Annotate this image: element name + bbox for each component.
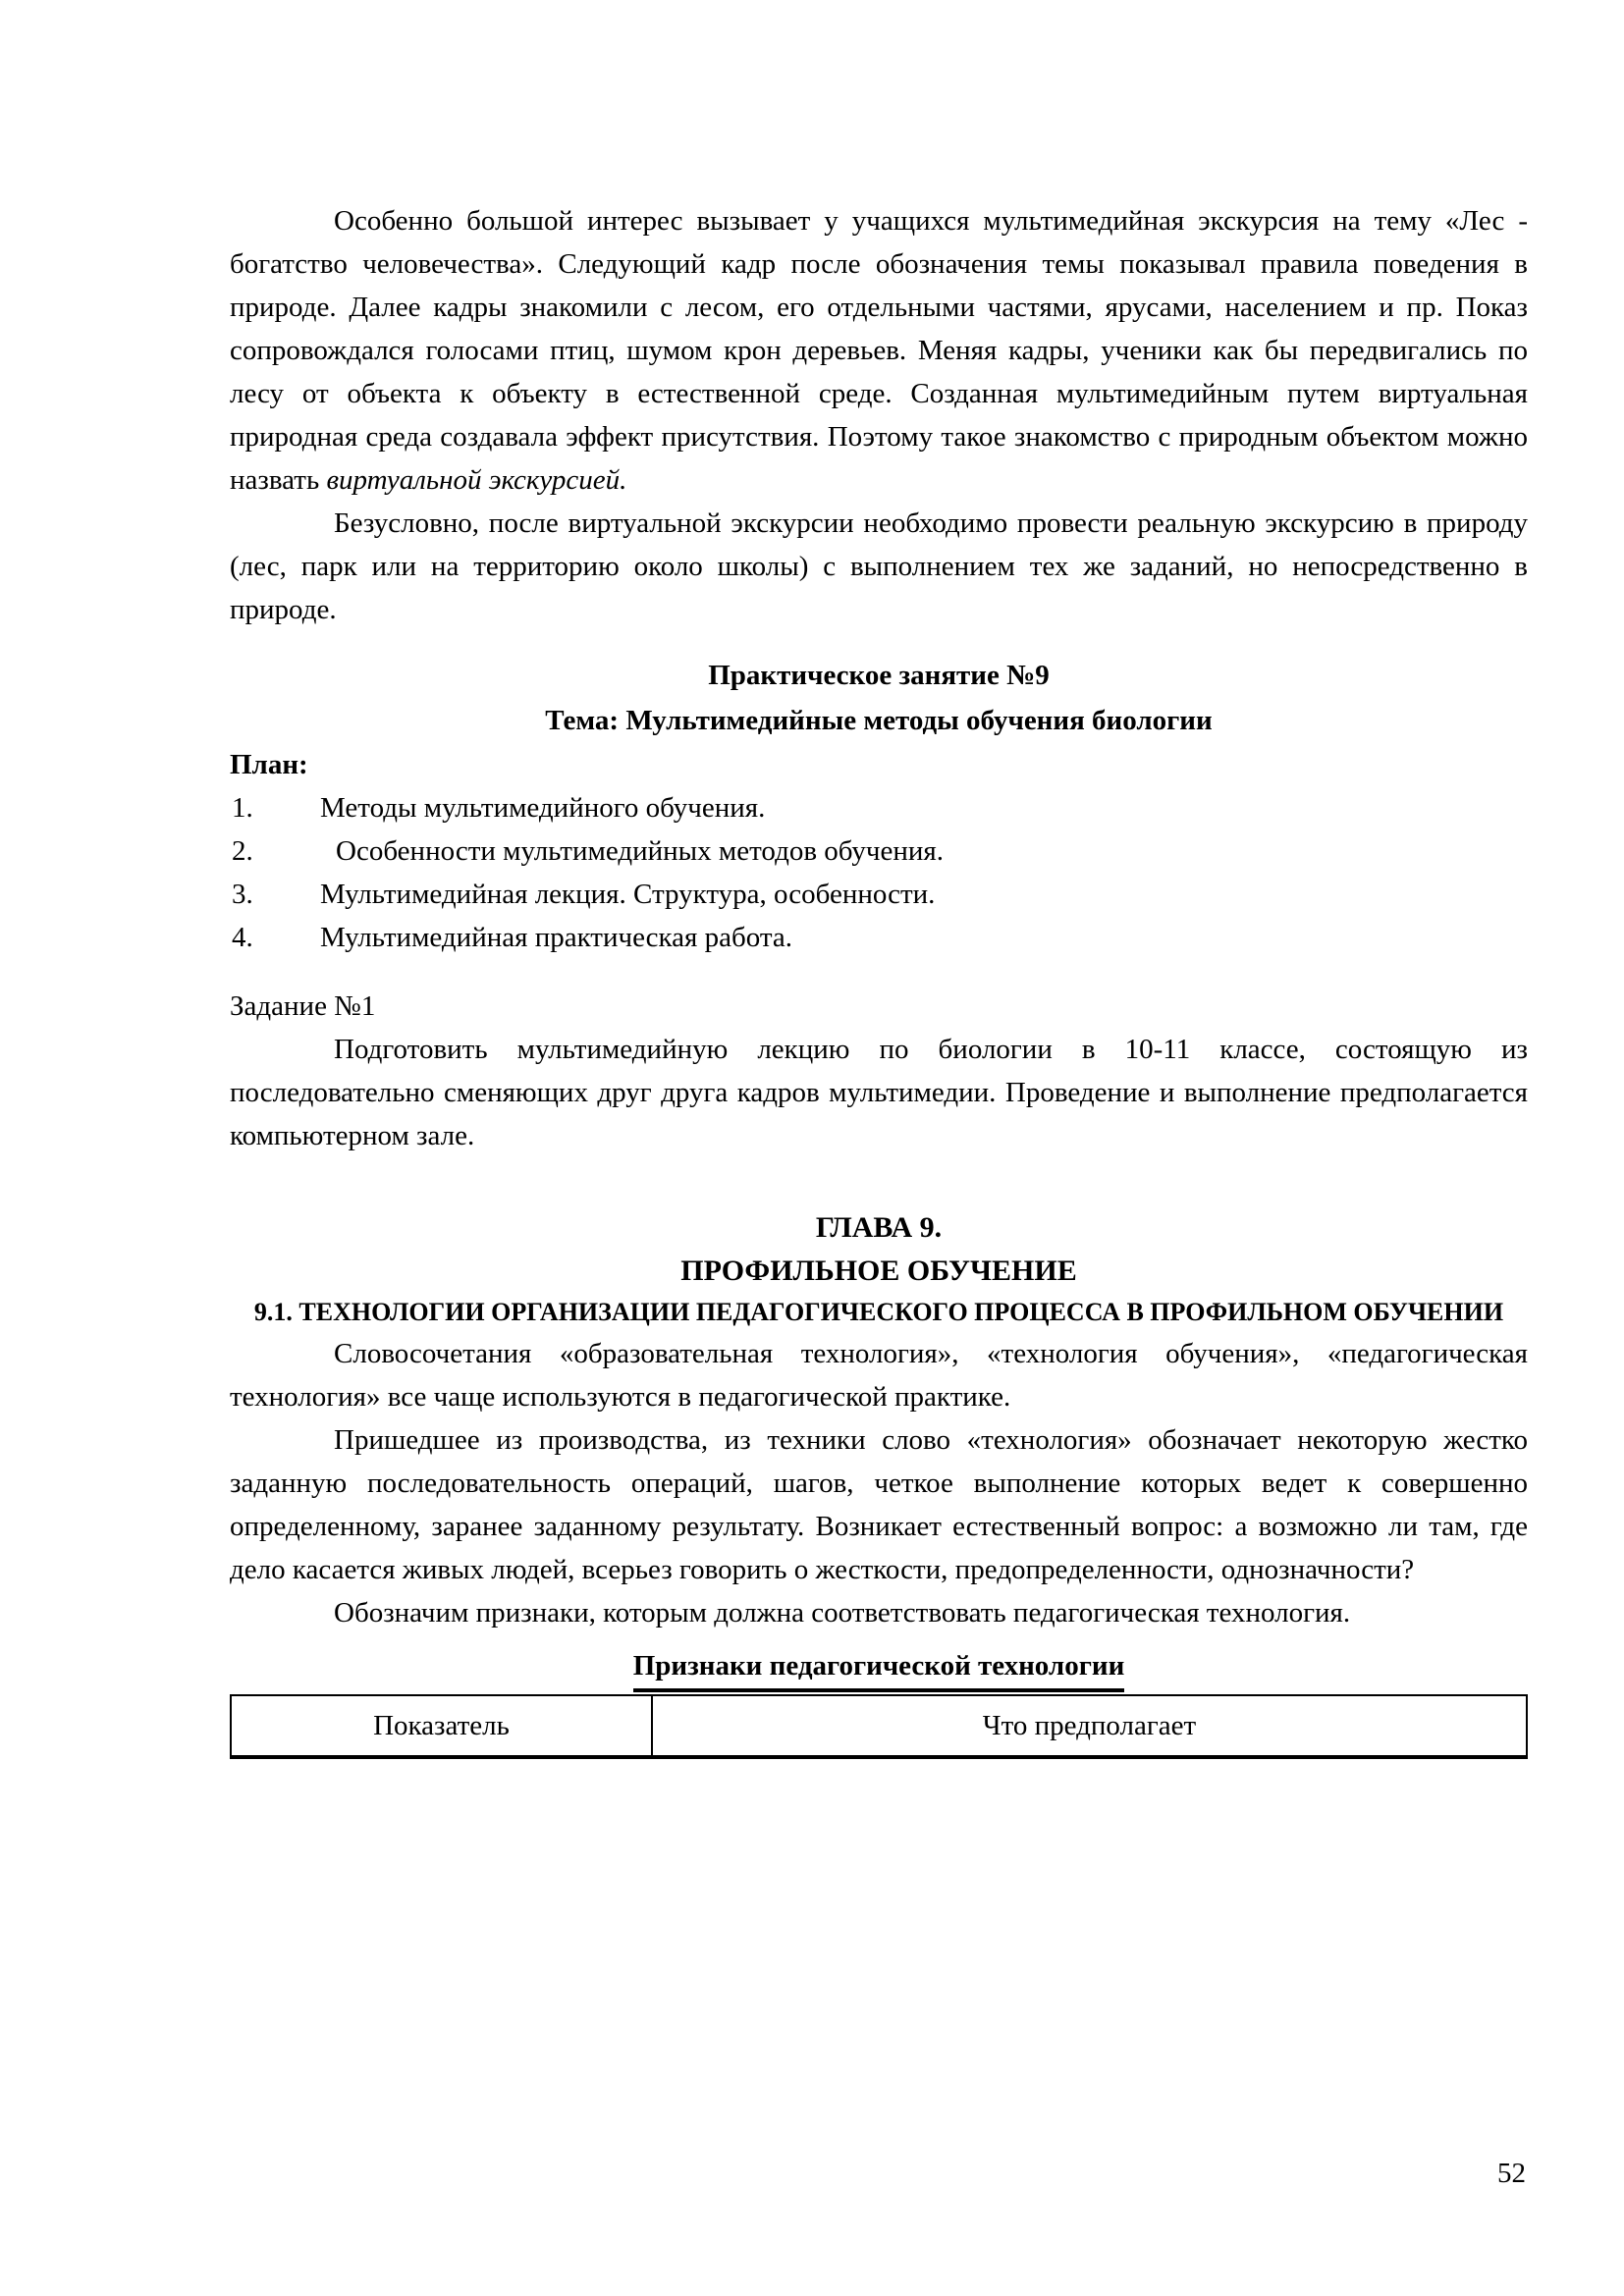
paragraph-virtual-excursion-text: Особенно большой интерес вызывает у учащихся мультимедийная экскурсия на тему «Лес - богатство человечества». Следующий кадр после обозначения темы показывал правила поведения в природе. Далее кадры знакомили с лесом, его отдельными частями, ярусами, населением и пр. Показ сопровождался голосами птиц, шумом крон деревьев. Меняя кадры, ученики как бы передвигались по лесу от объекта к объекту в естественной среде. Созданная мультимедийным путем виртуальная природная среда создавала эффект присутствия. Поэтому такое знакомство с природным объектом можно назвать (230, 205, 1528, 496)
table-header-row (231, 1695, 1527, 1757)
table-title: Признаки педагогической технологии (633, 1644, 1125, 1692)
plan-item (230, 786, 1528, 829)
paragraph-virtual-excursion (230, 199, 1528, 502)
virtual-excursion-term: виртуальной экскурсией. (326, 464, 627, 496)
section-heading: 9.1. ТЕХНОЛОГИИ ОРГАНИЗАЦИИ ПЕДАГОГИЧЕСКОГО ПРОЦЕССА В ПРОФИЛЬНОМ ОБУЧЕНИИ (253, 1298, 1504, 1326)
heading-lesson-theme: Тема: Мультимедийные методы обучения биологии (545, 705, 1213, 736)
plan-item-text: Методы мультимедийного обучения. (320, 792, 766, 824)
table-title-wrap (230, 1644, 1528, 1692)
chapter-heading-block (230, 1206, 1528, 1332)
paragraph-terminology: Словосочетания «образовательная технология», «технология обучения», «педагогическая технология» все чаще используются в педагогической практике. (230, 1338, 1528, 1413)
plan-item-text: Мультимедийная практическая работа. (320, 922, 793, 953)
page-content (230, 0, 1528, 1759)
paragraph-technology-definition: Пришедшее из производства, из техники слово «технология» обозначает некоторую жестко заданную последовательность операций, шагов, четкое выполнение которых ведет к совершенно определенному, заранее заданному результату. Возникает естественный вопрос: а возможно ли там, где дело касается живых людей, всерьез говорить о жесткости, предопределенности, однозначности? (230, 1424, 1528, 1585)
paragraph-real-excursion: Безусловно, после виртуальной экскурсии необходимо провести реальную экскурсию в природу (лес, парк или на территорию около школы) с выполнением тех же заданий, но непосредственно в природе. (230, 507, 1528, 625)
plan-list (230, 786, 1528, 959)
page-number: 52 (1497, 2158, 1526, 2189)
paragraph-task: Подготовить мультимедийную лекцию по биологии в 10-11 классе, состоящую из последовательно сменяющих друг друга кадров мультимедии. Проведение и выполнение предполагается компьютерном зале. (230, 1034, 1528, 1151)
signs-table (230, 1694, 1528, 1759)
paragraph-signs-intro: Обозначим признаки, которым должна соответствовать педагогическая технология. (334, 1597, 1351, 1629)
practical-lesson-heading-block (230, 653, 1528, 743)
plan-item-number: 2. (232, 835, 253, 867)
chapter-title: ПРОФИЛЬНОЕ ОБУЧЕНИЕ (680, 1255, 1077, 1287)
task-label: Задание №1 (230, 990, 376, 1022)
plan-item (230, 873, 1528, 916)
table-header-indicator: Показатель (231, 1695, 652, 1757)
plan-item-number: 4. (232, 922, 253, 953)
plan-item-number: 3. (232, 879, 253, 910)
plan-item-number: 1. (232, 792, 253, 824)
plan-item-text: Особенности мультимедийных методов обучения. (336, 835, 944, 867)
plan-label: План: (230, 749, 308, 780)
chapter-heading: ГЛАВА 9. (815, 1211, 943, 1244)
heading-practical-lesson: Практическое занятие №9 (708, 660, 1050, 691)
plan-item (230, 829, 1528, 873)
plan-item (230, 916, 1528, 959)
plan-item-text: Мультимедийная лекция. Структура, особенности. (320, 879, 936, 910)
table-header-implies: Что предполагает (652, 1695, 1527, 1757)
